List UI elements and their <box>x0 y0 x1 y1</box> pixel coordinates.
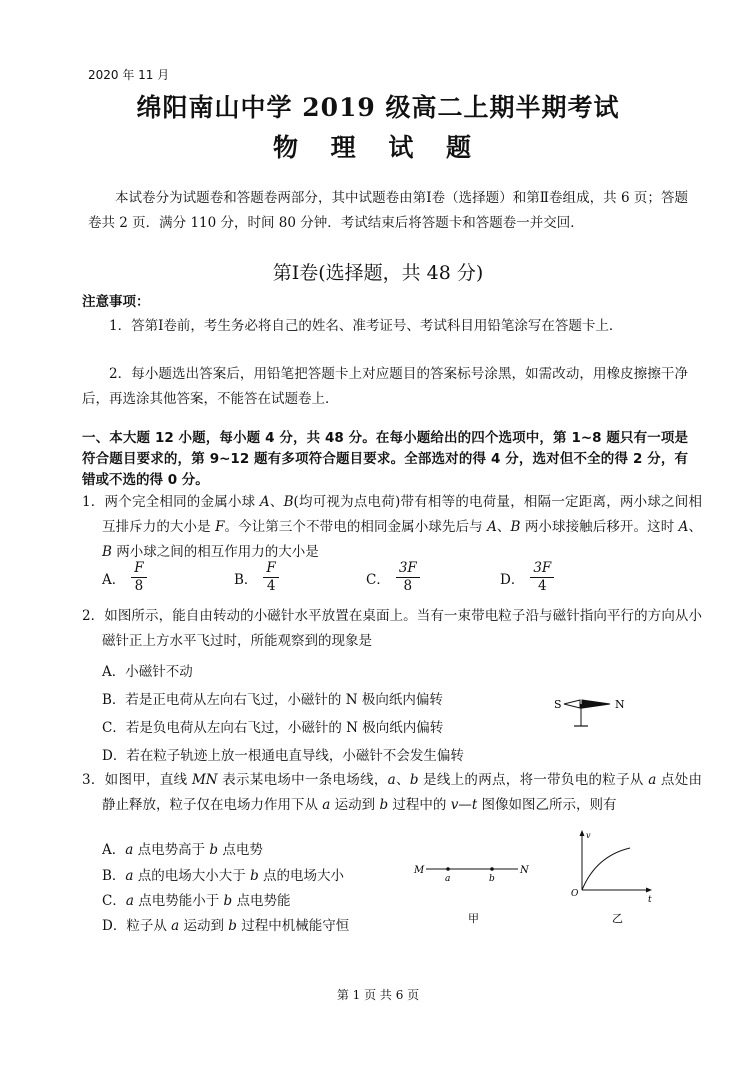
option-text: 点电势 <box>218 842 263 858</box>
option-text: 点电势能小于 <box>133 893 224 909</box>
label-t: t <box>648 895 652 905</box>
option-label: D． <box>500 571 525 588</box>
fraction <box>131 560 146 595</box>
q3-var: v—t <box>450 797 478 813</box>
q1-var: A <box>678 519 689 535</box>
q1-text: (均可视为点电荷)带有相等的电荷量，相隔一定距离，两小球之间相互排斥力的大小是 <box>102 494 702 535</box>
q1-var: F <box>215 519 225 535</box>
q3-var: MN <box>191 772 218 788</box>
q3-text: 是线上的两点，将一带负电的粒子从 <box>418 772 649 788</box>
option-text: 运动到 <box>179 918 229 934</box>
option-var: a <box>125 893 134 909</box>
q1-text: 、 <box>688 519 702 535</box>
q1-var: B <box>283 494 294 510</box>
q3-option-c[interactable] <box>102 889 290 909</box>
q1-text: 1．两个完全相同的金属小球 <box>82 494 260 510</box>
fraction-numerator: 3F <box>396 560 420 578</box>
option-var: b <box>209 842 219 858</box>
q3-text: 、 <box>395 772 410 788</box>
fraction <box>530 560 554 595</box>
figure-caption-jia: 甲 <box>468 912 479 925</box>
fraction-denominator: 8 <box>403 578 413 594</box>
field-line-figure <box>412 856 538 926</box>
fraction <box>396 560 420 595</box>
point-a-dot <box>446 867 450 871</box>
fraction-numerator: F <box>131 560 146 578</box>
compass-needle-figure <box>552 690 632 734</box>
q3-text: 运动到 <box>330 797 380 813</box>
part-one-instructions: 一、本大题 12 小题，每小题 4 分，共 48 分。在每小题给出的四个选项中，第 1~8 题只有一项是符合题目要求的，第 9~12 题有多项符合题目要求。全部选对的得 4 分，选对但不全的得 2 分，有错或不选的得 0 分。 <box>82 430 688 488</box>
fraction-denominator: 4 <box>538 578 547 594</box>
note-item: 2．每小题选出答案后，用铅笔把答题卡上对应题目的答案标号涂黑，如需改动，用橡皮擦擦干净后，再选涂其他答案，不能答在试题卷上． <box>82 366 688 407</box>
q1-var: B <box>510 519 521 535</box>
needle-s-end <box>564 700 580 708</box>
option-text: C． <box>102 893 126 909</box>
label-v: v <box>586 831 591 840</box>
option-text: D．粒子从 <box>102 918 172 934</box>
label-b: b <box>489 874 495 884</box>
q3-option-b[interactable] <box>102 864 344 884</box>
q1-option-c[interactable] <box>366 560 420 595</box>
q3-var: b <box>379 797 389 813</box>
label-n: N <box>520 865 529 876</box>
option-label: A． <box>102 571 126 588</box>
q1-text: 两小球之间的相互作用力的大小是 <box>111 544 319 560</box>
q3-text: 点处由静止释放，粒子仅在电场力作用下从 <box>102 772 702 813</box>
q3-text: 表示某电场中一条电场线， <box>217 772 388 788</box>
q1-var: A <box>487 519 497 535</box>
intro-paragraph: 本试卷分为试题卷和答题卷两部分，其中试题卷由第Ⅰ卷（选择题）和第Ⅱ卷组成，共 6 页；答题卷共 2 页．满分 110 分，时间 80 分钟．考试结束后将答题卡和答题卷一并交回． <box>88 190 688 231</box>
q2-option-d[interactable]: D．若在粒子轨迹上放一根通电直导线，小磁针不会发生偏转 <box>102 748 464 764</box>
q3-text: 3．如图甲，直线 <box>82 772 192 788</box>
fraction-denominator: 4 <box>266 578 276 594</box>
option-text: A． <box>102 842 126 858</box>
question-1-stem <box>82 490 702 565</box>
q1-option-b[interactable] <box>234 560 279 595</box>
q2-option-c[interactable]: C．若是负电荷从左向右飞过，小磁针的 N 极向纸内偏转 <box>102 720 444 736</box>
note-item: 1．答第Ⅰ卷前，考生务必将自己的姓名、准考证号、考试科目用铅笔涂写在答题卡上． <box>109 318 623 334</box>
q3-var: b <box>409 772 419 788</box>
question-3-stem <box>82 768 702 818</box>
q3-text: 图像如图乙所示，则有 <box>477 797 617 813</box>
option-var: b <box>223 893 233 909</box>
fraction-numerator: 3F <box>530 560 554 578</box>
q1-var: B <box>102 544 112 560</box>
q3-option-a[interactable] <box>102 838 263 858</box>
q1-text: 、 <box>269 494 284 510</box>
label-a: a <box>445 874 451 884</box>
q1-text: 。今让第三个不带电的相同金属小球先后与 <box>224 519 488 535</box>
question-2-stem: 2．如图所示，能自由转动的小磁针水平放置在桌面上。当有一束带电粒子沿与磁针指向平行的方向从小磁针正上方水平飞过时，所能观察到的现象是 <box>82 608 702 649</box>
option-text: B． <box>102 868 126 884</box>
q3-var: a <box>387 772 396 788</box>
q1-option-d[interactable] <box>500 560 554 595</box>
section-title: 第Ⅰ卷(选择题，共 48 分) <box>272 262 484 284</box>
point-b-dot <box>490 867 494 871</box>
q1-text: 、 <box>496 519 511 535</box>
option-text: 过程中机械能守恒 <box>236 918 350 934</box>
label-m: M <box>414 865 425 876</box>
vt-curve <box>582 848 630 890</box>
label-o: O <box>571 889 579 899</box>
q3-var: a <box>322 797 331 813</box>
fraction-numerator: F <box>263 560 278 578</box>
figure-label-s: S <box>554 698 562 711</box>
option-label: B． <box>234 571 258 588</box>
v-axis-arrow <box>580 830 585 836</box>
option-var: a <box>125 842 134 858</box>
q3-option-d[interactable] <box>102 914 349 934</box>
figure-label-n: N <box>615 698 625 711</box>
option-text: 点的电场大小 <box>258 868 345 884</box>
q1-text: 两小球接触后移开。这时 <box>520 519 679 535</box>
notes-heading: 注意事项： <box>82 294 150 310</box>
q3-var: a <box>648 772 657 788</box>
figure-caption-yi: 乙 <box>612 912 623 925</box>
q1-option-a[interactable] <box>102 560 147 595</box>
exam-title: 绵阳南山中学 2019 级高二上期半期考试 <box>136 93 620 122</box>
option-label: C． <box>366 571 390 588</box>
option-text: 点的电场大小大于 <box>133 868 251 884</box>
q2-option-b[interactable]: B．若是正电荷从左向右飞过，小磁针的 N 极向纸内偏转 <box>102 692 443 708</box>
page-footer: 第 1 页 共 6 页 <box>336 988 420 1002</box>
fraction <box>263 560 278 595</box>
vt-graph-figure <box>568 828 660 926</box>
option-var: b <box>250 868 259 884</box>
option-var: a <box>171 918 180 934</box>
q1-var: A <box>259 494 270 510</box>
exam-date: 2020 年 11 月 <box>88 68 170 82</box>
q2-option-a[interactable]: A．小磁针不动 <box>102 664 193 680</box>
fraction-denominator: 8 <box>134 578 144 594</box>
option-var: b <box>228 918 237 934</box>
needle-n-end <box>582 700 610 708</box>
q3-text: 过程中的 <box>388 797 451 813</box>
option-text: 点电势高于 <box>133 842 210 858</box>
option-var: a <box>125 868 134 884</box>
t-axis-arrow <box>646 888 652 893</box>
option-text: 点电势能 <box>232 893 291 909</box>
exam-subtitle: 物 理 试 题 <box>272 133 484 162</box>
